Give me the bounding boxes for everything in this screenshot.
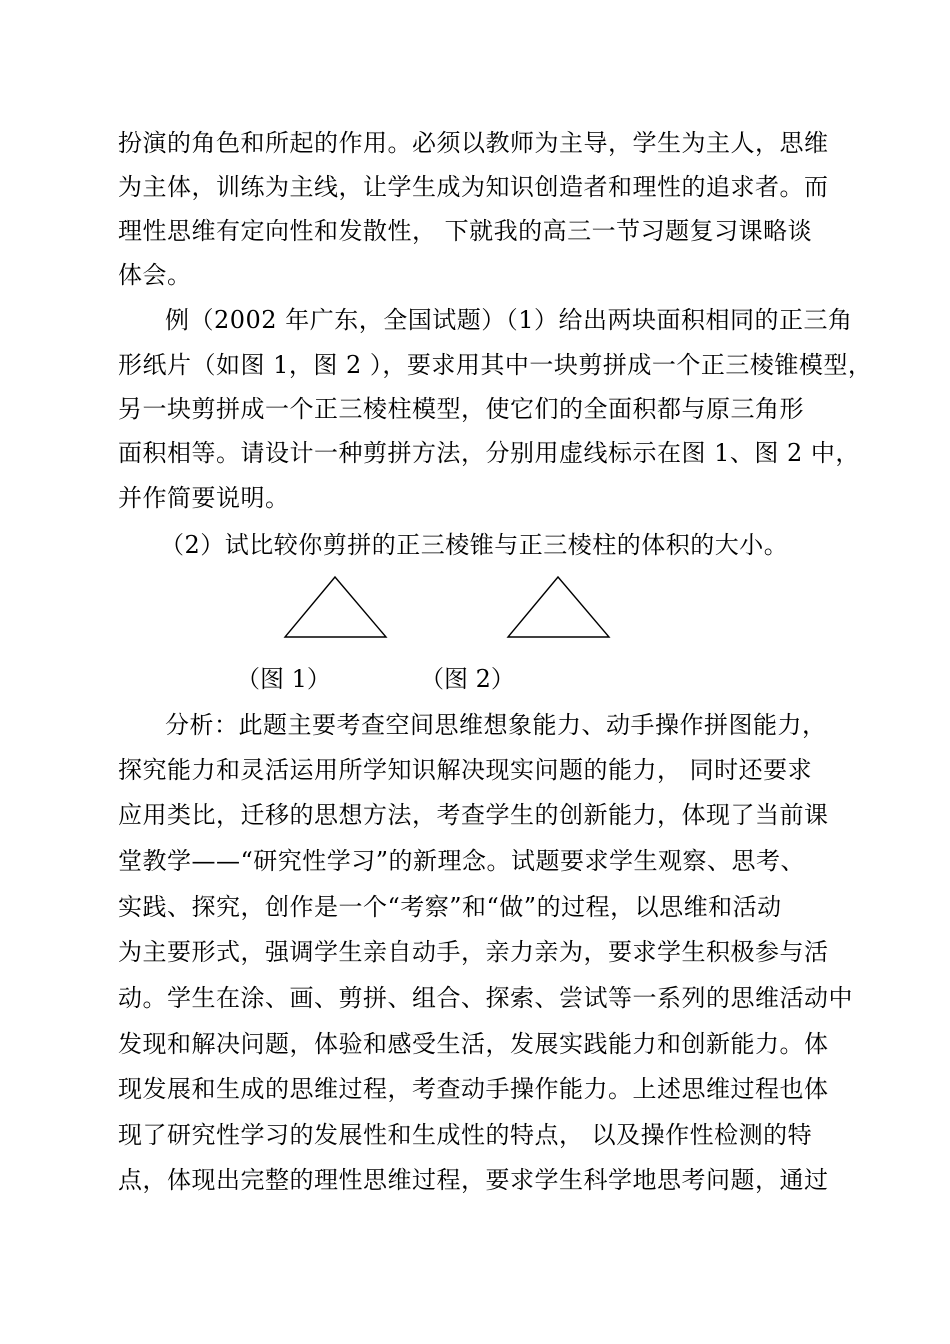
- text-line: 为主要形式，强调学生亲自动手，亲力亲为，要求学生积极参与活: [118, 938, 829, 966]
- text-line: 探究能力和灵活运用所学知识解决现实问题的能力， 同时还要求: [118, 756, 813, 784]
- text-line: 体会。: [118, 261, 192, 289]
- text-line: 理性思维有定向性和发散性， 下就我的高三一节习题复习课略谈: [118, 217, 813, 245]
- text-line: 扮演的角色和所起的作用。必须以教师为主导，学生为主人，思维: [118, 129, 829, 157]
- text-line: 现发展和生成的思维过程，考查动手操作能力。上述思维过程也体: [118, 1075, 829, 1103]
- triangle-figure-1: [285, 577, 386, 637]
- text-line: 并作简要说明。: [118, 484, 290, 512]
- text-line: （2）试比较你剪拼的正三棱锥与正三棱柱的体积的大小。: [160, 531, 789, 559]
- text-line: 点，体现出完整的理性思维过程，要求学生科学地思考问题，通过: [118, 1166, 829, 1194]
- text-line: 应用类比，迁移的思想方法，考查学生的创新能力，体现了当前课: [118, 801, 829, 829]
- text-line: 例（2002 年广东，全国试题）（1）给出两块面积相同的正三角: [165, 306, 853, 334]
- text-line: 现了研究性学习的发展性和生成性的特点， 以及操作性检测的特: [118, 1121, 813, 1149]
- figure-1-caption: （图 1）: [236, 665, 331, 693]
- text-line: 发现和解决问题，体验和感受生活，发展实践能力和创新能力。体: [118, 1030, 829, 1058]
- text-line: 实践、探究，创作是一个“考察”和“做”的过程，以思维和活动: [118, 893, 782, 921]
- text-line: 另一块剪拼成一个正三棱柱模型，使它们的全面积都与原三角形: [118, 395, 804, 423]
- text-line: 堂教学——“研究性学习”的新理念。试题要求学生观察、思考、: [118, 847, 806, 875]
- text-line: 面积相等。请设计一种剪拼方法，分别用虚线标示在图 1、图 2 中，: [118, 439, 860, 467]
- text-line: 动。学生在涂、画、剪拼、组合、探索、尝试等一系列的思维活动中: [118, 984, 853, 1012]
- text-line: 为主体，训练为主线，让学生成为知识创造者和理性的追求者。而: [118, 173, 829, 201]
- text-line: 形纸片（如图 1，图 2 ），要求用其中一块剪拼成一个正三棱锥模型，: [118, 351, 873, 379]
- triangle-figure-2: [508, 577, 609, 637]
- text-line: 分析：此题主要考查空间思维想象能力、动手操作拼图能力，: [165, 711, 827, 739]
- figure-2-caption: （图 2）: [420, 665, 515, 693]
